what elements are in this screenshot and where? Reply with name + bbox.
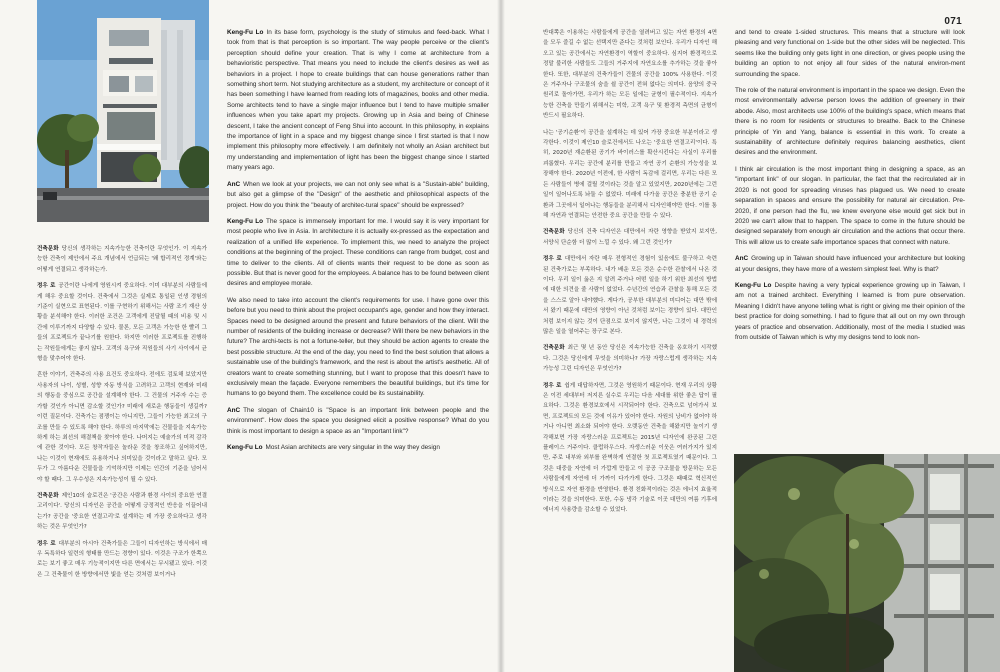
paragraph-text: 쉽게 대답하자면, 그것은 영원하기 때문이다. 현재 우리의 상황은 이전 세대부터 저지른 실수로 우리는 다음 세대를 위한 좋은 답이 필요하다. 그것은 환경보호에서 시작되어야 한다. 건축으로 넘어가서 보면, 프로젝트의 모든 것에 이유가 있어야 한다. 자원의 낭비가 없어야 하거나 아니면 최소화 되어야 한다. 오랫동안 건축을 해왔지만 놀이기 생각해보면 가장 자랑스러운 프로젝트는 2015년 디자인에 완공된 그린 플레이스 거주이다. 클럽하우스다. 자생스러운 이웃은 여러가지가 있지만, 주로 내부와 외부를 완벽하게 연결한 첫 프로젝트였기 때문이다. 그것은 대중을 자연에 더 가깝게 만들고 이 공공 구조물을 방문하는 모든 사람들에게 자연에 더 가까이 다가가게 한다. 그것은 때때로 혁신적인 방식으로 자연 환경을 반영한다. 환경 친화적이라는 것은 에너지 효율적이라는 것을 의미한다. 또한, 수동 냉각 기술로 이곳 대만의 여름 기후에 에너지 사용량을 감소할 수 있었다. [543,382,717,514]
paragraph-text: I think air circulation is the most important thing in designing a space, as an "important link" of our slogan. In particular, the fact that the recirculated air in 2020 is not good for spreading viruses has plagued us. We need to create separation in spaces and ensure the possibility for natural air circulation. Pre-2020, if one person had the flu, we knew everyone else would get sick but in 2020 we can't allow that to happen. The space to come in the future should be designed separately from enough air circulation and the actions that occur there. This will allow us to create safe importance spaces that connect with nature. [735,165,965,246]
speaker-label: 정우 로 [37,540,56,547]
paragraph-text: 최근 몇 년 동안 당신은 지속가능한 건축을 옹호하기 시작했다. 그것은 당신에게 무엇을 의미하나? 가장 자랑스럽게 생각하는 지속가능성 그린 디자인은 무엇인가? [543,345,717,373]
paragraph [735,28,965,80]
paragraph-text: 대만에서 자란 매우 전형적인 경험이 있음에도 불구하고 숙련된 건축가로는 부족하다. 내가 배운 모든 것은 순수한 관찰에서 나온 것이다. 우리 일이 옳은 지 알려 주거나 어떤 일을 하기 위한 최선의 방법에 대한 의견을 줄 사람이 없었다. 수년간의 연습과 관찰을 통해 모든 것을 스스로 알아 내야했다. 게다가, 공부한 대부분의 미디어는 대만 밖에서 왔기 때문에 대만의 영향이 아닌 것처럼 보이는 경향이 있다. 대만인처럼 보이지 않는 것이 단점으로 보이지 않지만, 나는 그것이 내 경력의 많은 일을 열어주는 장구로 본다. [543,256,717,335]
paragraph [37,539,207,581]
speaker-label: Keng-Fu Lo [227,29,264,36]
paragraph-text: 당신의 생각하는 지속가능한 건축이란 무엇인가. 이 지속가능한 건축이 제안에서 주요 개념에서 언급되는 '왜 합리적인 경계'와는 어떻게 연결되고 생각하는가. [37,246,207,273]
paragraph-text: and tend to create 1-sided structures. This means that a structure will look pleasing and very functional on 1-side but the other sides will be neglected. This seems like the building only gets light in one direction, or gives people using the building an option to not enjoy all four sides of the natural environ-ment surrounding the space. [735,29,965,78]
speaker-label: AnC [227,180,241,188]
paragraph-text: 대부분의 아시아 건축가들은 그들이 디자인하는 방식에서 매우 독특하다 일련의 형태를 만드는 경향이 있다. 이것은 구조가 한쪽으로는 보기 좋고 매우 기능적이지만 다른 면에서는 무시됐고 있다. 이것은 그 건축물이 한 방향에서만 빛을 얻는 것처럼 보이거나 [37,540,207,578]
paragraph [227,28,489,174]
speaker-label: 건축문화 [543,229,565,236]
paragraph [543,254,717,337]
paragraph-text: Most Asian architects are very singular in the way they design [265,444,440,452]
paragraph-text: The slogan of Chain10 is "Space is an important link between people and the environment". How does the space you designed elicit a positive response? What do you think is most important to design a space as an "Important link"? [227,406,489,435]
speaker-label: 건축문화 [37,246,59,252]
speaker-label: Keng-Fu Lo [227,444,263,452]
paragraph [735,165,965,248]
paragraph [227,217,489,290]
question [735,254,965,275]
paragraph [735,281,965,343]
speaker-label: 건축문화 [543,345,565,352]
paragraph [37,491,207,533]
page-gutter [497,0,505,672]
column-english-right [735,28,965,442]
paragraph-text: When we look at your projects, we can not only see what is a "Sustain-able" building, but also get a glimpse of the "Design" of the aesthetic and philosophical aspects of the project. How do you think the "beauty of architec-tural space" should be expressed? [227,180,489,209]
question [227,180,489,211]
column-english-left [227,28,489,636]
paragraph [227,296,489,400]
speaker-label: 정우 로 [543,256,562,263]
page-number: 071 [944,16,962,27]
paragraph-text: Growing up in Taiwan should have influenced your architecture but looking at your designs, they have more of a western simplest feel. Why is that? [735,255,965,273]
paragraph-text: 나는 '공기순환'이 공간을 설계하는 데 있어 가장 중요한 부분이라고 생각한다. 이것이 제인10 슬로건에서도 나오는 '중요한 연결고리'이다. 특히, 2020년 재순환된 공기가 바이러스를 확산시킨다는 사실이 우리를 괴롭혔다. 우리는 공간에 분리를 만들고 자연 공기 순환의 가능성을 보장해야 한다. 2020년 이전에, 한 사람이 독감에 걸리면, 우리는 다른 모든 사람들이 병에 걸릴 것이라는 것을 알고 있었지만, 2020년에는 그런 일이 일어나도록 놔둘 수 없었다. 미래에 다가올 공간은 충분한 공기 순환과 그곳에서 일어나는 행동들을 분리해서 디자인해야만 한다. 이를 통해 자연과 연결되는 안전한 중요 공간을 만들 수 있다. [543,129,717,219]
paragraph-text: We also need to take into account the client's requirements for use. I have gone over this before but you need to think about the project occupant's age, gender and how they interact. Spaces need to be designed around the present and future behaviors of the client. Will the number of residents of the building increase or decrease? Will there be new behaviors in the future? The archi-tects is not a fortune-teller, but they should be action agents to create the best possible structure. At the end of the day, you need to find the best solution that allows a sustainable use of the building's framework, and the rest is about the artist's aesthetic. All of creators want to create something stunning, but I want to propose that this doesn't have to exclusively mean the façade. Everyone remembers the beautiful buildings, but it's time for humans to go beyond them. The excellence could be its sustainability. [227,296,489,398]
paragraph [543,381,717,516]
paragraph [227,443,489,453]
paragraph [543,128,717,222]
paragraph-text: 당신의 건축 디자인은 대만에서 자란 영향을 받았지 보지만, 서양식 단순함 더 많이 느낄 수 있다. 왜 그런 것인가? [543,229,717,246]
paragraph [543,28,717,122]
speaker-label: 정우 로 [543,382,562,389]
speaker-label: 건축문화 [37,492,59,499]
paragraph [543,227,717,248]
paragraph [37,281,207,364]
speaker-label: Keng-Fu Lo [735,281,772,289]
paragraph-text: 공간이란 나에게 영원시켜 중요하다. 이미 대부분의 사람들에게 해우 중요할 것이다. 건축에서 그것은 실제로 통일된 인생 경험의 기준이 실현으로 표현된다. 이를 구현하기 위해서는 사람 조기 재산 상황을 분석해야 한다. 이러한 조건은 고객에게 진달될 때의 비용 및 시간에 이루기까지 다양할 수 있다. 물론, 모든 고객은 가능한 한 빨리 그들의 프로젝트가 끝나기를 원한다. 하지만 이러한 프로젝트를 진행하는 작원들에게는 좋지 않다. 고객의 욕구와 직원들의 사기 사이에서 균형을 맞추어야 한다. [37,283,207,363]
column-korean-left [37,244,207,666]
paragraph-text: In its base form, psychology is the study of stimulus and feed-back. What I took from that is that perception is so important. The way people perceive or the client's perception should define your creation. That is why I come at architecture from a behavioristic perspective. That means you need to include the client's desires as well as behaviors in a project. I hope to create buildings that can house generations rather than something short term. Not studying architecture as a student, my architecture or concept of it has been something I have learned from reading lots of magazines, books and other media. Some architects tend to have a single major influence but I tend to have multiple smaller influences when you take apart my projects. Growing up in Asia and being of Chinese descent, I take the ancient concept of Feng Shui into account. In this philosophy, in explains the importance of light in a space and my biggest change since I first started is that I now implement this philosophy more effectively. I am definitely not wholly an Asian architect but my understanding and implementation of light has been the biggest change since I started many years ago. [227,29,489,172]
speaker-label: AnC [227,406,241,414]
paragraph [37,370,207,484]
speaker-label: 정우 로 [37,283,56,290]
column-korean-right [543,28,717,636]
paragraph [543,343,717,374]
paragraph [37,244,207,275]
speaker-label: Keng-Fu Lo [227,217,264,225]
paragraph-text: 흔한 이야기, 건축주의 사용 요건도 중요하다. 전에도 검토해 보았지만 사용자의 나이, 성별, 성향 자동 방식을 고려하고 고객의 현재와 미래의 행동을 중심으로 공간을 설계해야 한다. 그 건물의 거주자 수는 증가할 것인가 아니면 감소할 것인가? 미래에 새로운 행동들이 생길까? 이런 질문이다. 건축가는 점쟁이는 아니지만, 그들이 가능한 최고의 구조를 만들 수 있도록 해야 한다. 하루의 마지막에는 건물들을 지속가능하게 하는 최선의 해결책을 찾아야 한다. 나머지는 예술가의 미적 감각에 관한 것이다. 모든 창작자들은 놀라운 것을 창조하고 싶어하지만, 나는 이것이 현재에도 유용하거나 의미있을 것이라고 말하고 싶다. 모두가 그 아름다운 건물들을 기억하지만 이제는 인간의 기준을 넘어서야 할 때다. 그 우수성은 지속가능성이 될 수 있다. [37,372,207,483]
building-exterior-photo [37,0,209,222]
question [227,406,489,437]
paragraph-text: 반대쪽은 이용하는 사람들에게 공간을 열려버고 있는 자연 환경의 4면을 모두 즐길 수 없는 선택지만 준다는 것처럼 보인다. 우리가 디자인 해오고 있는 공간에서는 자연환경이 역할이 중요하다. 심지어 환경적으로 정말 불리한 사람들도 그들의 거주지에 자연요소를 추가하는 것을 좋아한다. 또한, 대부분의 건축가들이 건물의 공간을 100% 사용한다. 이것은 거주자나 구조물의 숨을 쉴 공간이 전혀 없다는 의미다. 음양의 중국 원리로 돌아가면, 우리가 하는 모든 일에는 균형이 필수적이다. 지속가능한 건축을 만들기 위해서는 미학, 고객 욕구 및 환경적 측면의 균형이 반드시 필요하다. [543,30,717,120]
interior-greenery-photo [734,454,1000,672]
paragraph-text: The space is immensely important for me. I would say it is very important for most people who live in Asia. In architecture it is actually ex-pressed as the expectation and realization of a unified life experience. To implement this, we need to analyze the project conditions at the beginning of the project. These conditions can range from budget, cost and time to deliver to the clients. All of clients wants their request to be done as soon as possible. But that is never good for the employees. A balance has to be found between client desires and employee morale. [227,217,489,288]
paragraph [735,86,965,159]
paragraph-text: Despite having a very typical experience growing up in Taiwan, I am not a trained architect. Everything I learned is from pure observation. Meaning I didn't have anyone telling what is right or giving me their opinion of the best practice for doing something. I had to figure that all out on my own through years of practice and observation. Additionally, most of the media I studied was from outside of Taiwan which is why my designs tend to look non- [735,281,965,341]
paragraph-text: The role of the natural environment is important in the space we design. Even the most environmentally adverse person loves the addition of greenery in their abode. Also, most architects use 100% of the building's space, which means that there is no room for residents or structures to breathe. Back to the Chinese principle of Yin and Yang, balance is essential in this work. To create a sustainability of architecture definitely requires balancing aesthetics, client desires and the environment. [735,87,965,157]
speaker-label: AnC [735,255,749,263]
paragraph-text: 제인10의 슬로건은 '공간은 사람과 환경 사이의 중요한 연결고리이다'. 당신의 디자인은 공간을 어떻게 긍정적인 반응을 이끌어내는가? 공간을 '중요한 연결고리'로 설계하는 데 가장 중요하다고 생각하는 것은 무엇인가? [37,492,207,531]
